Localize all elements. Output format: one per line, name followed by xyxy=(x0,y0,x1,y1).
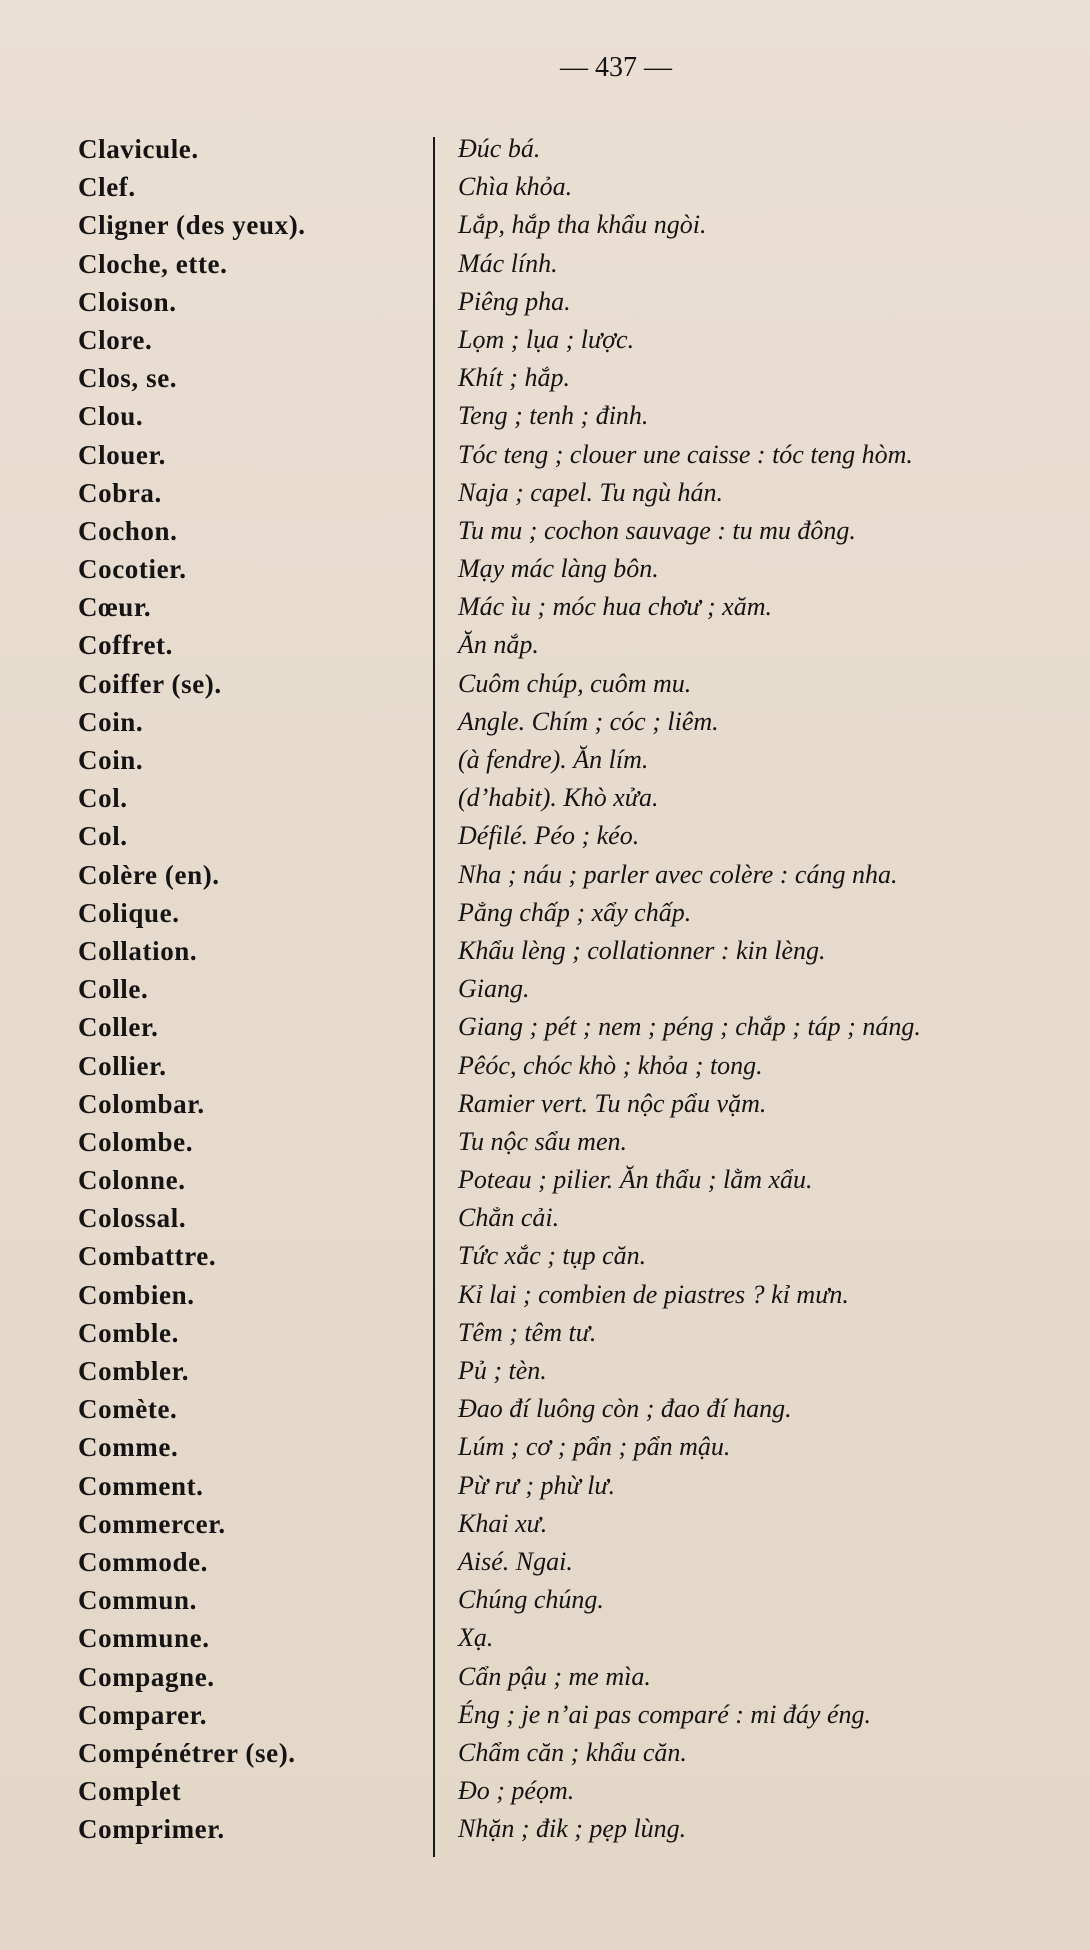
headword: Coller. xyxy=(78,1012,159,1043)
translation: Đo ; péọm. xyxy=(458,1776,575,1806)
translation: Lọm ; lụa ; lược. xyxy=(458,324,635,354)
entry-row xyxy=(0,1810,1090,1848)
headword: Comprimer. xyxy=(78,1814,225,1845)
translation: Tóc teng ; clouer une caisse : tóc teng hòm. xyxy=(458,439,913,469)
headword: Cloison. xyxy=(78,286,177,317)
headword: Clore. xyxy=(78,324,153,355)
entry-row xyxy=(0,779,1090,817)
headword: Complet xyxy=(78,1776,182,1807)
entry-row xyxy=(0,1199,1090,1237)
headword: Cocotier. xyxy=(78,554,187,585)
headword: Colombe. xyxy=(78,1126,194,1157)
entry-row xyxy=(0,550,1090,588)
headword: Collier. xyxy=(78,1050,167,1081)
entry-row xyxy=(0,1505,1090,1543)
translation: Khít ; hắp. xyxy=(458,363,570,393)
entry-row xyxy=(0,130,1090,168)
headword: Commercer. xyxy=(78,1508,226,1539)
translation: Tu nộc sẩu men. xyxy=(458,1126,627,1156)
entry-row xyxy=(0,1390,1090,1428)
translation: Chẩm căn ; khẩu căn. xyxy=(458,1737,687,1767)
headword: Clavicule. xyxy=(78,134,199,164)
translation: Lúm ; cơ ; pẩn ; pẩn mậu. xyxy=(458,1432,731,1462)
translation: Têm ; têm tư. xyxy=(458,1317,597,1347)
translation: Chúng chúng. xyxy=(458,1585,604,1615)
headword: Combattre. xyxy=(78,1241,217,1272)
translation: Giang ; pét ; nem ; péng ; chắp ; táp ; náng. xyxy=(458,1012,921,1042)
entry-row xyxy=(0,283,1090,321)
headword: Combler. xyxy=(78,1356,190,1386)
translation: Pừ rư ; phừ lư. xyxy=(458,1470,616,1500)
headword: Commode. xyxy=(78,1546,209,1577)
headword: Comme. xyxy=(78,1432,179,1463)
headword: Clef. xyxy=(78,172,136,203)
headword: Clos, se. xyxy=(78,363,178,394)
translation: Teng ; tenh ; đinh. xyxy=(458,401,649,431)
headword: Coin. xyxy=(78,706,144,737)
entry-row xyxy=(0,397,1090,435)
headword: Cœur. xyxy=(78,592,152,623)
headword: Comparer. xyxy=(78,1699,208,1730)
headword: Cloche, ette. xyxy=(78,248,228,279)
entry-row xyxy=(0,436,1090,474)
entry-row xyxy=(0,206,1090,244)
translation: (d’habit). Khò xửa. xyxy=(458,783,659,813)
headword: Colonne. xyxy=(78,1165,186,1196)
translation: Nhặn ; đik ; pẹp lùng. xyxy=(458,1814,687,1844)
translation: Xạ. xyxy=(458,1623,494,1653)
translation: Mác ìu ; móc hua chơư ; xăm. xyxy=(458,592,772,622)
translation: Lắp, hắp tha khẩu ngòi. xyxy=(458,210,707,240)
entry-row xyxy=(0,512,1090,550)
headword: Coiffer (se). xyxy=(78,668,222,699)
entry-row xyxy=(0,1008,1090,1046)
translation: Cuôm chúp, cuôm mu. xyxy=(458,668,692,698)
headword: Coin. xyxy=(78,745,144,775)
translation: Pủ ; tèn. xyxy=(458,1356,547,1385)
translation: Đúc bá. xyxy=(458,134,541,163)
headword: Compénétrer (se). xyxy=(78,1737,296,1768)
translation: Angle. Chím ; cóc ; liêm. xyxy=(458,706,719,736)
headword: Clouer. xyxy=(78,439,166,470)
entry-row xyxy=(0,970,1090,1008)
entry-row xyxy=(0,1314,1090,1352)
entry-row xyxy=(0,665,1090,703)
entry-row xyxy=(0,1123,1090,1161)
translation: (à fendre). Ăn lím. xyxy=(458,745,649,774)
headword: Coffret. xyxy=(78,630,174,661)
entry-row xyxy=(0,1543,1090,1581)
headword: Col. xyxy=(78,783,128,814)
entry-row xyxy=(0,894,1090,932)
entry-row xyxy=(0,1658,1090,1696)
translation: Mạy mác làng bôn. xyxy=(458,554,659,584)
entry-row xyxy=(0,474,1090,512)
entry-row xyxy=(0,1772,1090,1810)
entry-row xyxy=(0,626,1090,664)
translation: Cẩn pậu ; me mìa. xyxy=(458,1661,651,1691)
headword: Comble. xyxy=(78,1317,179,1348)
entry-row xyxy=(0,856,1090,894)
headword: Collation. xyxy=(78,935,198,966)
entry-row xyxy=(0,1085,1090,1123)
entry-row xyxy=(0,1619,1090,1657)
translation: Kỉ lai ; combien de piastres ? kỉ mưn. xyxy=(458,1279,849,1309)
headword: Colossal. xyxy=(78,1203,187,1234)
translation: Piêng pha. xyxy=(458,286,571,316)
translation: Khai xư. xyxy=(458,1508,548,1538)
entry-row xyxy=(0,703,1090,741)
translation: Pẳng chấp ; xẩy chấp. xyxy=(458,897,692,927)
headword: Cobra. xyxy=(78,477,162,508)
translation: Nha ; náu ; parler avec colère : cáng nha. xyxy=(458,859,898,889)
translation: Chìa khỏa. xyxy=(458,172,573,202)
entry-row xyxy=(0,588,1090,626)
translation: Khẩu lèng ; collationner : kin lèng. xyxy=(458,935,826,965)
entry-row xyxy=(0,932,1090,970)
headword: Compagne. xyxy=(78,1661,215,1692)
entry-list xyxy=(0,130,1090,1848)
translation: Đao đí luông còn ; đao đí hang. xyxy=(458,1394,792,1424)
headword: Colombar. xyxy=(78,1088,205,1119)
translation: Ăn nắp. xyxy=(458,630,539,660)
headword: Colique. xyxy=(78,897,180,928)
headword: Combien. xyxy=(78,1279,195,1310)
headword: Cochon. xyxy=(78,515,178,546)
entry-row xyxy=(0,1161,1090,1199)
headword: Commun. xyxy=(78,1585,197,1616)
headword: Commune. xyxy=(78,1623,210,1654)
headword: Colère (en). xyxy=(78,859,220,890)
translation: Tức xắc ; tụp căn. xyxy=(458,1241,647,1271)
headword: Col. xyxy=(78,821,128,852)
translation: Chẳn cải. xyxy=(458,1203,560,1233)
page-number: — 437 — xyxy=(560,52,672,83)
entry-row xyxy=(0,1581,1090,1619)
translation: Éng ; je n’ai pas comparé : mi đáy éng. xyxy=(458,1699,872,1729)
translation: Pêóc, chóc khò ; khỏa ; tong. xyxy=(458,1050,763,1080)
entry-row xyxy=(0,741,1090,779)
headword: Cligner (des yeux). xyxy=(78,210,306,241)
headword: Comment. xyxy=(78,1470,204,1501)
entry-row xyxy=(0,1428,1090,1466)
translation: Mác lính. xyxy=(458,248,558,278)
entry-row xyxy=(0,1696,1090,1734)
entry-row xyxy=(0,1352,1090,1390)
entry-row xyxy=(0,321,1090,359)
translation: Défilé. Péo ; kéo. xyxy=(458,821,640,851)
entry-row xyxy=(0,168,1090,206)
headword: Colle. xyxy=(78,974,149,1005)
entry-row xyxy=(0,817,1090,855)
translation: Poteau ; pilier. Ăn thẩu ; lằm xẩu. xyxy=(458,1165,813,1195)
headword: Clou. xyxy=(78,401,144,432)
entry-row xyxy=(0,1237,1090,1275)
entry-row xyxy=(0,245,1090,283)
translation: Giang. xyxy=(458,974,530,1004)
entry-row xyxy=(0,1276,1090,1314)
entry-row xyxy=(0,1734,1090,1772)
entry-row xyxy=(0,1047,1090,1085)
entry-row xyxy=(0,1467,1090,1505)
translation: Ramier vert. Tu nộc pẩu vặm. xyxy=(458,1088,767,1118)
entry-row xyxy=(0,359,1090,397)
headword: Comète. xyxy=(78,1394,178,1425)
translation: Tu mu ; cochon sauvage : tu mu đông. xyxy=(458,515,856,545)
translation: Aisé. Ngai. xyxy=(458,1546,573,1576)
translation: Naja ; capel. Tu ngù hán. xyxy=(458,477,724,507)
